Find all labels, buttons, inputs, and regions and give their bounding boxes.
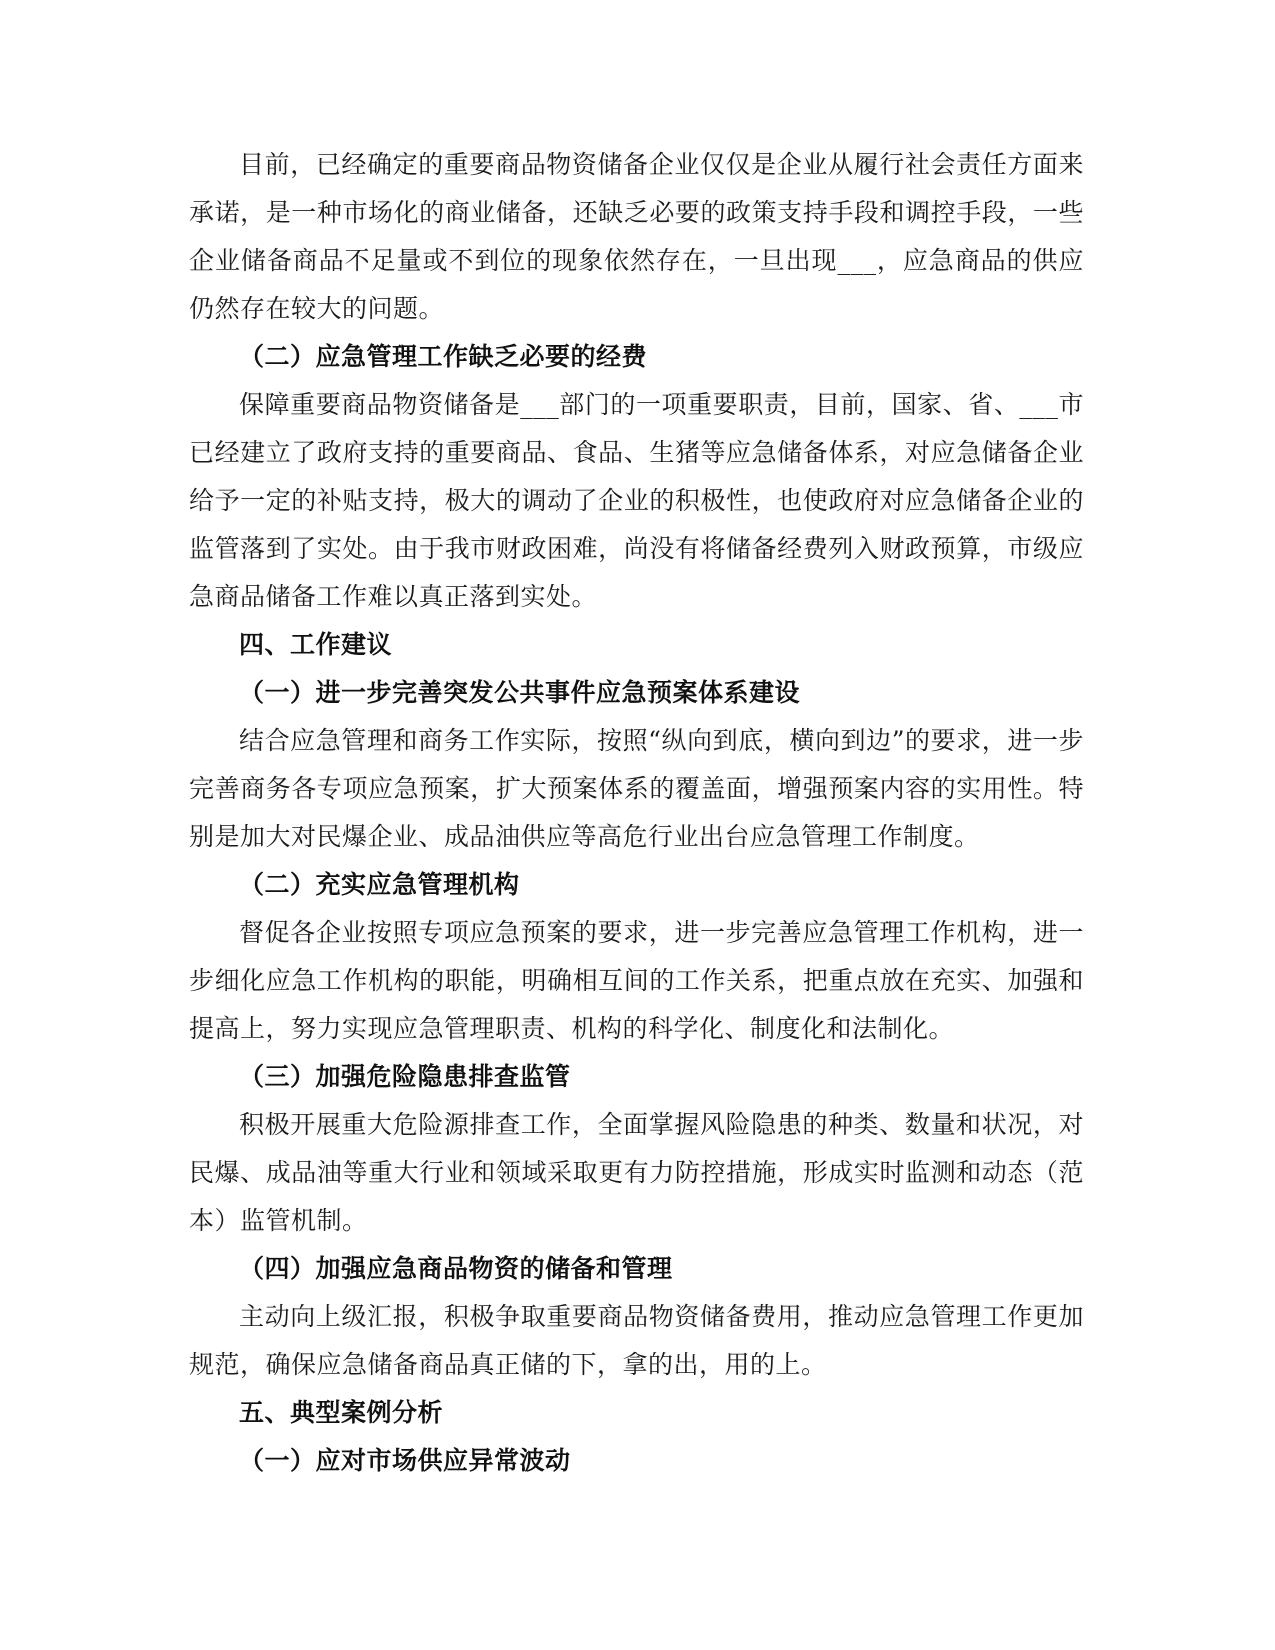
paragraph-hazard-inspection: 积极开展重大危险源排查工作，全面掌握风险隐患的种类、数量和状况，对民爆、成品油等重大行业和领域采取更有力防控措施，形成实时监测和动态（范本）监管机制。 — [189, 1110, 1084, 1235]
subheading-funding-shortage: （二）应急管理工作缺乏必要的经费 — [239, 342, 648, 371]
paragraph-reserve-management: 主动向上级汇报，积极争取重要商品物资储备费用，推动应急管理工作更加规范，确保应急储备商品真正储的下，拿的出，用的上。 — [189, 1302, 1084, 1379]
document-body — [189, 141, 1084, 1485]
subheading-market-supply: （一）应对市场供应异常波动 — [239, 1446, 571, 1475]
subheading-reserve-management: （四）加强应急商品物资的储备和管理 — [239, 1254, 673, 1283]
paragraph-institutions: 督促各企业按照专项应急预案的要求，进一步完善应急管理工作机构，进一步细化应急工作机构的职能，明确相互间的工作关系，把重点放在充实、加强和提高上，努力实现应急管理职责、机构的科学化、制度化和法制化。 — [189, 918, 1084, 1043]
subheading-hazard-inspection: （三）加强危险隐患排查监管 — [239, 1062, 571, 1091]
paragraph-funding: 保障重要商品物资储备是___部门的一项重要职责，目前，国家、省、___市已经建立了政府支持的重要商品、食品、生猪等应急储备体系，对应急储备企业给予一定的补贴支持，极大的调动了企业的积极性，也使政府对应急储备企业的监管落到了实处。由于我市财政困难，尚没有将储备经费列入财政预算，市级应急商品储备工作难以真正落到实处。 — [189, 390, 1084, 611]
section-heading-work-suggestions: 四、工作建议 — [239, 630, 393, 659]
subheading-management-institutions: （二）充实应急管理机构 — [239, 870, 520, 899]
paragraph-emergency-plan: 结合应急管理和商务工作实际，按照“纵向到底，横向到边”的要求，进一步完善商务各专项应急预案，扩大预案体系的覆盖面，增强预案内容的实用性。特别是加大对民爆企业、成品油供应等高危行业出台应急管理工作制度。 — [189, 726, 1084, 851]
section-heading-case-analysis: 五、典型案例分析 — [239, 1398, 444, 1427]
subheading-emergency-plan-system: （一）进一步完善突发公共事件应急预案体系建设 — [239, 678, 801, 707]
paragraph-reserve-enterprises: 目前，已经确定的重要商品物资储备企业仅仅是企业从履行社会责任方面来承诺，是一种市场化的商业储备，还缺乏必要的政策支持手段和调控手段，一些企业储备商品不足量或不到位的现象依然存在，一旦出现___，应急商品的供应仍然存在较大的问题。 — [189, 150, 1084, 323]
